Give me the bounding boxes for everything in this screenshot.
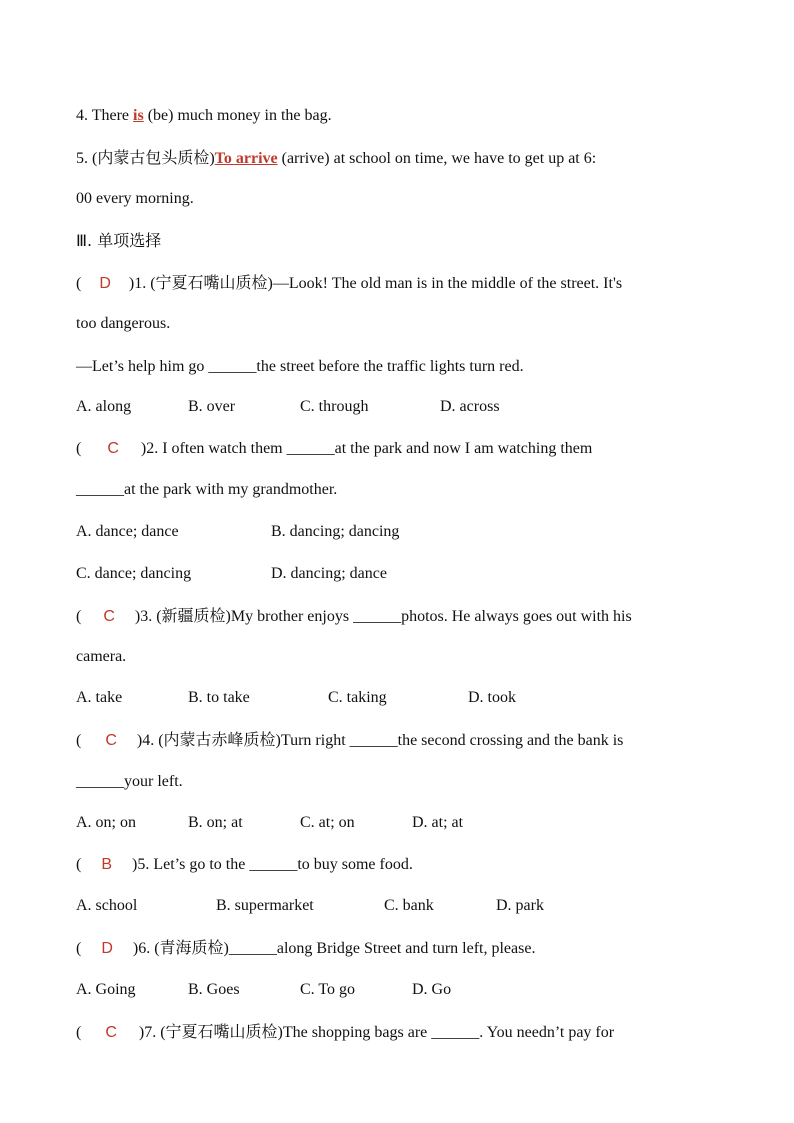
paren-open: ( bbox=[76, 1024, 82, 1041]
fill-question-5 bbox=[76, 149, 718, 171]
paren-open: ( bbox=[76, 856, 82, 873]
q4-answer: is bbox=[133, 107, 144, 124]
option-b: B. supermarket bbox=[216, 897, 314, 914]
q2-options-row-1 bbox=[76, 522, 718, 544]
paren-open: ( bbox=[76, 440, 82, 457]
mc-question-5 bbox=[76, 855, 718, 877]
paren-open: ( bbox=[76, 940, 82, 957]
answer-letter: C bbox=[105, 1024, 117, 1041]
option-c: C. through bbox=[300, 398, 369, 415]
paren-open: ( bbox=[76, 608, 82, 625]
q1-options bbox=[76, 397, 718, 419]
option-c: C. bank bbox=[384, 897, 434, 914]
q5-answer: To arrive bbox=[214, 150, 278, 167]
q4-line-2: ______your left. bbox=[76, 773, 183, 790]
q5-options bbox=[76, 896, 718, 918]
option-b: B. Goes bbox=[188, 981, 240, 998]
mc-question-6 bbox=[76, 939, 718, 961]
answer-letter: C bbox=[107, 440, 119, 457]
question-text: )1. (宁夏石嘴山质检)—Look! The old man is in the middle of the street. It's bbox=[128, 275, 623, 292]
q6-options bbox=[76, 980, 718, 1002]
question-text: )4. (内蒙古赤峰质检)Turn right ______the second crossing and the bank is bbox=[136, 732, 624, 749]
q4-options bbox=[76, 813, 718, 835]
option-c: C. dance; dancing bbox=[76, 565, 192, 582]
q2-line-2: ______at the park with my grandmother. bbox=[76, 481, 338, 498]
option-d: D. across bbox=[440, 398, 500, 415]
q5-text-pre: 5. (内蒙古包头质检) bbox=[76, 150, 215, 167]
mc-question-1 bbox=[76, 274, 718, 296]
answer-letter: B bbox=[101, 856, 112, 873]
question-text: )7. (宁夏石嘴山质检)The shopping bags are ______. You needn’t pay for bbox=[138, 1024, 615, 1041]
option-c: C. taking bbox=[328, 689, 387, 706]
answer-letter: C bbox=[103, 608, 115, 625]
mc-question-3 bbox=[76, 607, 718, 629]
question-text: )3. (新疆质检)My brother enjoys ______photos. He always goes out with his bbox=[134, 608, 632, 625]
option-a: A. school bbox=[76, 897, 138, 914]
option-a: A. on; on bbox=[76, 814, 136, 831]
option-a: A. dance; dance bbox=[76, 523, 179, 540]
q4-text-post: (be) much money in the bag. bbox=[143, 107, 332, 124]
option-a: A. take bbox=[76, 689, 123, 706]
mc-question-4 bbox=[76, 731, 718, 753]
q1-line-2: too dangerous. bbox=[76, 315, 171, 332]
q1-line-3: —Let’s help him go ______the street before the traffic lights turn red. bbox=[76, 358, 524, 375]
option-b: B. dancing; dancing bbox=[271, 523, 400, 540]
mc-question-7 bbox=[76, 1023, 718, 1045]
q3-options bbox=[76, 688, 718, 710]
question-text: )5. Let’s go to the ______to buy some food. bbox=[132, 856, 413, 873]
q2-options-row-2 bbox=[76, 564, 718, 586]
option-c: C. at; on bbox=[300, 814, 355, 831]
section-heading: Ⅲ. 单项选择 bbox=[76, 231, 162, 250]
fill-question-4 bbox=[76, 106, 718, 128]
answer-letter: D bbox=[101, 940, 113, 957]
option-d: D. Go bbox=[412, 981, 452, 998]
option-a: A. along bbox=[76, 398, 132, 415]
paren-open: ( bbox=[76, 732, 82, 749]
question-text: )6. (青海质检)______along Bridge Street and turn left, please. bbox=[132, 940, 536, 957]
option-d: D. at; at bbox=[412, 814, 464, 831]
option-b: B. on; at bbox=[188, 814, 243, 831]
option-b: B. to take bbox=[188, 689, 250, 706]
option-d: D. took bbox=[468, 689, 516, 706]
q5-text-post: (arrive) at school on time, we have to get up at 6: bbox=[277, 150, 597, 167]
option-c: C. To go bbox=[300, 981, 356, 998]
option-d: D. park bbox=[496, 897, 544, 914]
paren-open: ( bbox=[76, 275, 82, 292]
mc-question-2 bbox=[76, 439, 718, 461]
q5-continuation: 00 every morning. bbox=[76, 190, 194, 207]
answer-letter: D bbox=[99, 275, 111, 292]
option-b: B. over bbox=[188, 398, 236, 415]
option-d: D. dancing; dance bbox=[271, 565, 387, 582]
q3-line-2: camera. bbox=[76, 648, 127, 665]
answer-letter: C bbox=[105, 732, 117, 749]
q4-text-pre: 4. There bbox=[76, 107, 134, 124]
option-a: A. Going bbox=[76, 981, 136, 998]
question-text: )2. I often watch them ______at the park and now I am watching them bbox=[140, 440, 593, 457]
